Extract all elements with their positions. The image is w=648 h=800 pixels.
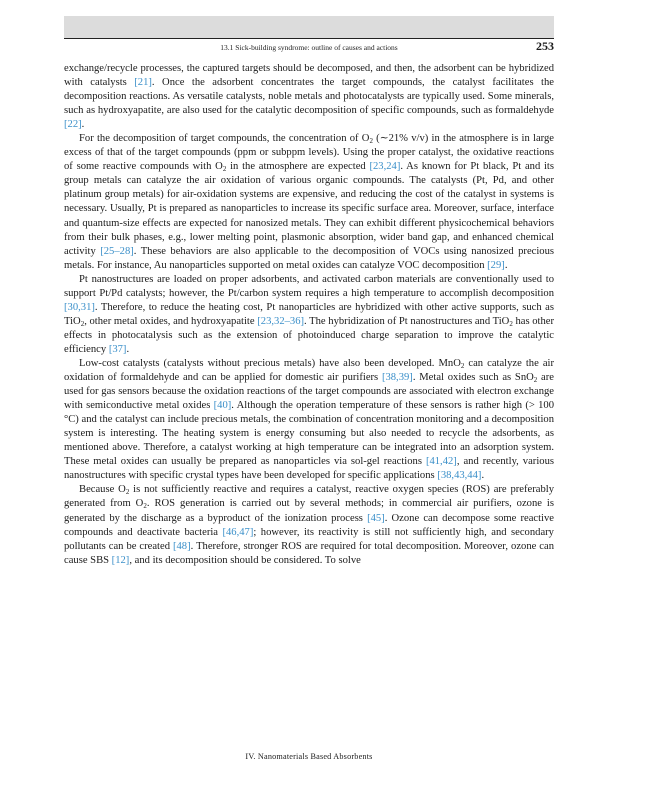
citation-link[interactable]: [12] [111,554,130,566]
citation-link[interactable]: [38,39] [381,372,413,384]
citation-link[interactable]: [29] [487,259,505,271]
paragraph-5: Because $O_2$ is not sufficiently reactive and requires a catalyst, reactive oxygen species (ROS) are preferably generated from $O_2$. ROS generation is carried out by several methods; in commercial air purifiers, ozone is generated by the discharge as a byproduct of the ionization process [45]. Ozone can decompose some reactive compounds and deactivate bacteria [46,47]; however, its reactivity is still not sufficiently high, and secondary pollutants can be created [48]. Therefore, stronger ROS are required for total decomposition. Moreover, ozone can cause SBS [12], and its decomposition should be considered. To solve [64,484,555,566]
citation-link[interactable]: [22] [64,119,82,131]
header-shade-bar [64,16,554,38]
citation-link[interactable]: [48] [172,540,191,552]
citation-link[interactable]: [37] [108,343,127,355]
citation-link[interactable]: [25–28] [100,245,134,257]
body-text [64,62,554,568]
paragraph-2: For the decomposition of target compounds, the concentration of $O_2$ (∼21% v/v) in the atmosphere is in large excess of that of the target compounds (ppm or subppm levels). Using the proper catalyst, the oxidative reactions of some reactive compounds with $O_2$ in the atmosphere are expected [23,24]. As known for Pt black, Pt and its group metals can catalyze the air oxidation of various organic compounds. The catalysts (Pt, Pd, and other platinum group metals) for air-oxidation systems are expensive, and reducing the cost of the catalyst in systems is necessary. Usually, Pt is prepared as nanoparticles to increase its specific surface area. Moreover, surface, interface and quantum-size effects are expected for nanosized metals. They can exhibit different physicochemical behaviors from their bulk phases, e.g., lower melting point, plasmonic absorption, wider band gap, and enhanced chemical activity [25–28]. These behaviors are also applicable to the decomposition of VOCs using nanosized precious metals. For instance, Au nanoparticles supported on metal oxides can catalyze VOC decomposition [29]. [64,133,555,271]
page-number: 253 [536,39,554,53]
citation-link[interactable]: [40] [213,400,232,412]
citation-link[interactable]: [38,43,44] [437,470,482,482]
citation-link[interactable]: [45] [367,512,385,524]
header-rule [64,38,554,39]
citation-link[interactable]: [23,32–36] [257,315,305,327]
footer-part-title: IV. Nanomaterials Based Absorbents [245,752,373,761]
citation-link[interactable]: [46,47] [222,526,254,538]
paragraph-4: Low-cost catalysts (catalysts without precious metals) have also been developed. MnO$_2$ can catalyze the air oxidation of formaldehyde and can be applied for domestic air purifiers [38,39]. Metal oxides such as SnO$_2$ are used for gas sensors because the oxidation reactions of the target compounds are associated with electron exchange with semiconductive metal oxides [40]. Although the operation temperature of these sensors is rather high (> 100 °C) and the catalyst can include precious metals, the combination of concentration monitoring and a decomposition system is interesting. The heating system is energy consuming but also needed to recycle the adsorbents, as mentioned above. Therefore, a catalyst working at high temperature can be integrated into an adsorption system. These metal oxides can usually be prepared as nanoparticles via sol-gel reactions [41,42], and recently, various nanostructures with specific crystal types have been developed for specific applications [38,43,44]. [64,357,554,482]
running-head: 13.1 Sick-building syndrome: outline of causes and actions [220,43,398,52]
paragraph-1: exchange/recycle processes, the captured targets should be decomposed, and then, the adsorbent can be hybridized with catalysts [21]. Once the adsorbent concentrates the target compounds, the catalyst facilitates the decomposition reactions. As versatile catalysts, noble metals and photocatalysts are typically used. Some minerals, such as hydroxyapatite, are also used for the catalytic decomposition of specific compounds, such as formaldehyde [22]. [64,63,554,131]
citation-link[interactable]: [30,31] [64,301,95,313]
citation-link[interactable]: [23,24] [369,161,401,173]
citation-link[interactable]: [21] [134,77,152,89]
paragraph-3: Pt nanostructures are loaded on proper adsorbents, and activated carbon materials are conventionally used to support Pt/Pd catalysts; however, the Pt/carbon system requires a high temperature to accomplish decomposition [30,31]. Therefore, to reduce the heating cost, Pt nanoparticles are hybridized with other active supports, such as TiO$_2$, other metal oxides, and hydroxyapatite [23,32–36]. The hybridization of Pt nanostructures and TiO$_2$ has other effects in photocatalysis such as the extension of photoinduced charge separation to improve the catalytic efficiency [37]. [64,273,555,355]
citation-link[interactable]: [41,42] [425,456,457,468]
